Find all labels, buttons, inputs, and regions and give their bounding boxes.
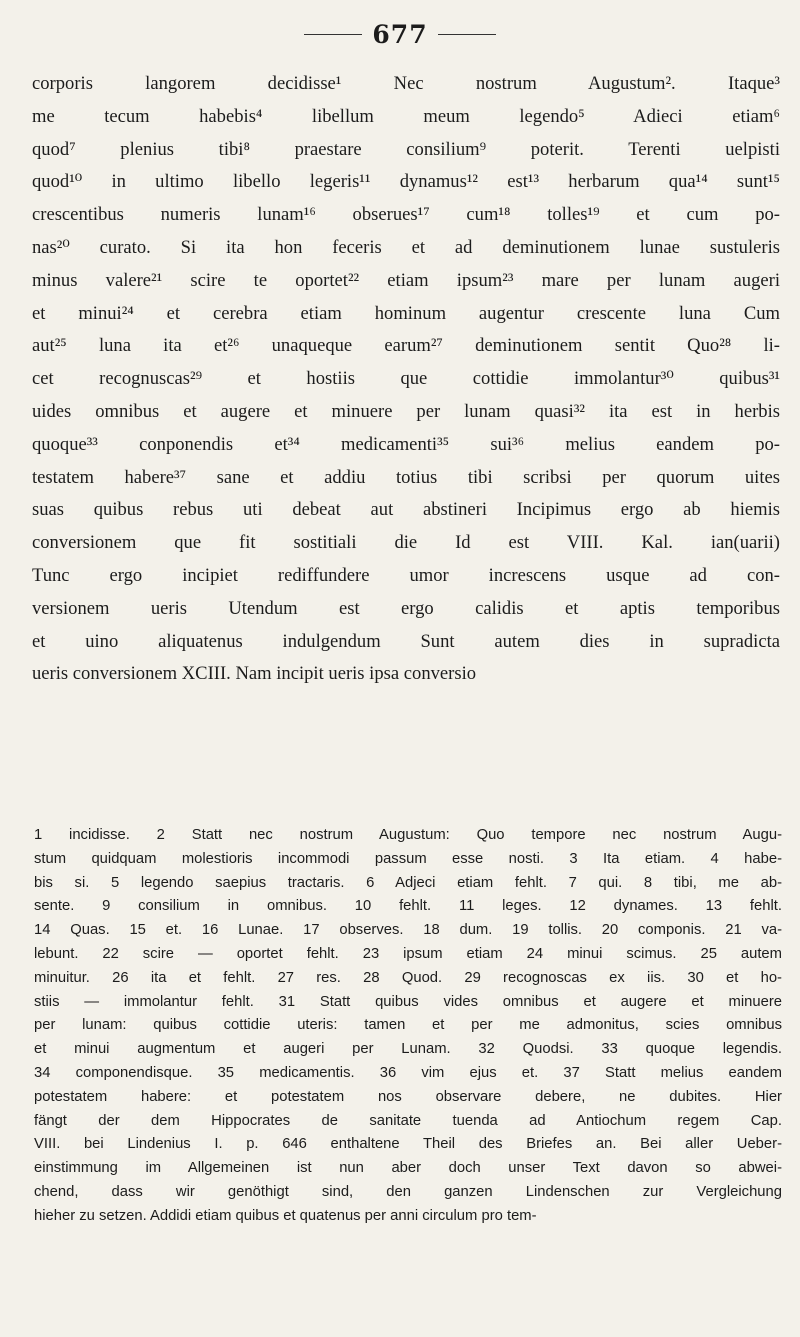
- text-line: suas quibus rebus uti debeat aut abstineri Incipimus ergo ab hiemis: [32, 499, 780, 521]
- footnote-line: einstimmung im Allgemeinen ist nun aber doch unser Text davon so abwei-: [34, 1160, 782, 1177]
- footnote-line: per lunam: quibus cottidie uteris: tamen et per me admonitus, scies omnibus: [34, 1017, 782, 1034]
- footnote-line: 34 componendisque. 35 medicamentis. 36 vim ejus et. 37 Statt melius eandem: [34, 1064, 782, 1081]
- footnote-line: potestatem habere: et potestatem nos observare debere, ne dubites. Hier: [34, 1088, 782, 1105]
- text-line: conversionem que fit sostitiali die Id est VIII. Kal. ian(uarii): [32, 532, 780, 554]
- footnote-line: minuitur. 26 ita et fehlt. 27 res. 28 Quod. 29 recognoscas ex iis. 30 et ho-: [34, 969, 782, 986]
- footnote-line: fängt der dem Hippocrates de sanitate tuenda ad Antiochum regem Cap.: [34, 1112, 782, 1129]
- footnote-line: chend, dass wir genöthigt sind, den ganzen Lindenschen zur Vergleichung: [34, 1183, 782, 1200]
- text-line: aut²⁵ luna ita et²⁶ unaqueque earum²⁷ deminutionem sentit Quo²⁸ li-: [32, 335, 780, 357]
- footnote-line: hieher zu setzen. Addidi etiam quibus et quatenus per anni circulum pro tem-: [34, 1207, 537, 1224]
- text-line: uides omnibus et augere et minuere per lunam quasi³² ita est in herbis: [32, 400, 780, 422]
- header-rule-right: [438, 34, 496, 35]
- text-line: crescentibus numeris lunam¹⁶ obserues¹⁷ cum¹⁸ tolles¹⁹ et cum po-: [32, 204, 780, 226]
- text-line: minus valere²¹ scire te oportet²² etiam ipsum²³ mare per lunam augeri: [32, 269, 780, 291]
- text-line: et minui²⁴ et cerebra etiam hominum augentur crescente luna Cum: [32, 302, 780, 324]
- footnote-line: lebunt. 22 scire — oportet fehlt. 23 ipsum etiam 24 minui scimus. 25 autem: [34, 945, 782, 962]
- footnote-line: sente. 9 consilium in omnibus. 10 fehlt. 11 leges. 12 dynames. 13 fehlt.: [34, 898, 782, 915]
- footnote-line: et minui augmentum et augeri per Lunam. 32 Quodsi. 33 quoque legendis.: [34, 1041, 782, 1058]
- text-line: quoque³³ conponendis et³⁴ medicamenti³⁵ sui³⁶ melius eandem po-: [32, 433, 780, 455]
- text-line: et uino aliquatenus indulgendum Sunt autem dies in supradicta: [32, 630, 780, 652]
- page-header: [0, 14, 800, 54]
- footnotes: [34, 824, 782, 1229]
- footnote-line: stum quidquam molestioris incommodi passum esse nosti. 3 Ita etiam. 4 habe-: [34, 850, 782, 867]
- footnote-line: bis si. 5 legendo saepius tractaris. 6 Adjeci etiam fehlt. 7 qui. 8 tibi, me ab-: [34, 874, 782, 891]
- latin-body-text: [32, 68, 780, 691]
- text-line: me tecum habebis⁴ libellum meum legendo⁵ Adieci etiam⁶: [32, 105, 780, 127]
- page-number: 677: [372, 19, 428, 49]
- text-line: corporis langorem decidisse¹ Nec nostrum Augustum². Itaque³: [32, 73, 780, 94]
- footnote-line: 1 incidisse. 2 Statt nec nostrum Augustum: Quo tempore nec nostrum Augu-: [34, 827, 782, 843]
- text-line: nas²⁰ curato. Si ita hon feceris et ad deminutionem lunae sustuleris: [32, 236, 780, 258]
- footnote-line: 14 Quas. 15 et. 16 Lunae. 17 observes. 18 dum. 19 tollis. 20 componis. 21 va-: [34, 922, 782, 939]
- footnote-line: stiis — immolantur fehlt. 31 Statt quibus vides omnibus et augere et minuere: [34, 993, 782, 1010]
- text-line: quod¹⁰ in ultimo libello legeris¹¹ dynamus¹² est¹³ herbarum qua¹⁴ sunt¹⁵: [32, 171, 780, 193]
- text-line: testatem habere³⁷ sane et addiu totius tibi scribsi per quorum uites: [32, 466, 780, 488]
- text-line: ueris conversionem XCIII. Nam incipit ueris ipsa conversio: [32, 663, 477, 685]
- text-line: versionem ueris Utendum est ergo calidis et aptis temporibus: [32, 597, 780, 619]
- text-line: quod⁷ plenius tibi⁸ praestare consilium⁹ poterit. Terenti uelpisti: [32, 138, 780, 160]
- header-rule-left: [304, 34, 362, 35]
- text-line: cet recognuscas²⁹ et hostiis que cottidie immolantur³⁰ quibus³¹: [32, 368, 780, 390]
- text-line: Tunc ergo incipiet rediffundere umor increscens usque ad con-: [32, 564, 780, 586]
- footnote-line: VIII. bei Lindenius I. p. 646 enthaltene Theil des Briefes an. Bei aller Ueber-: [34, 1136, 782, 1153]
